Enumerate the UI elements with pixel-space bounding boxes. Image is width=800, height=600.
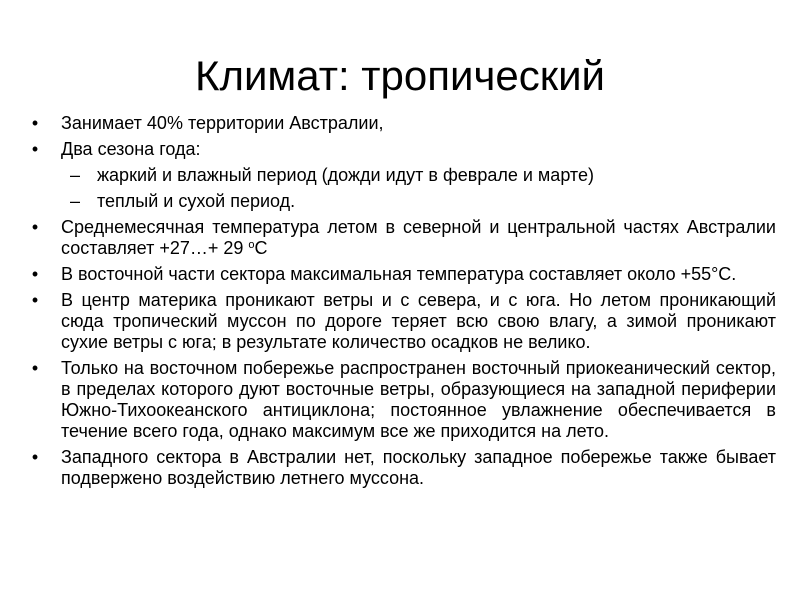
- list-item-text: В восточной части сектора максимальная температура составляет около +55°С.: [61, 264, 737, 284]
- degree-superscript: о: [248, 239, 255, 251]
- bullet-marker: •: [31, 264, 39, 284]
- bullet-list: [28, 113, 776, 494]
- list-item: [28, 139, 776, 160]
- bullet-marker: •: [31, 217, 39, 237]
- list-item: [28, 447, 776, 489]
- list-item-text: Западного сектора в Австралии нет, поскольку западное побережье также бывает подвержено воздействию летнего муссона.: [61, 447, 776, 488]
- list-item: [28, 290, 776, 353]
- bullet-marker: •: [31, 139, 39, 159]
- list-item-text: Среднемесячная температура летом в северной и центральной частях Австралии составляет +27…+ 29 $^о$С: [61, 217, 776, 258]
- list-item-text: Два сезона года:: [61, 139, 201, 159]
- bullet-marker: •: [31, 358, 39, 378]
- slide-title: Климат: тропический: [194, 52, 605, 99]
- dash-marker: –: [69, 165, 80, 185]
- list-item-text: В центр материка проникают ветры и с севера, и с юга. Но летом проникающий сюда тропический муссон по дороге теряет всю свою влагу, а зимой проникают сухие ветры с юга; в результате количество осадков не велико.: [61, 290, 776, 352]
- sub-list-item-text: теплый и сухой период.: [97, 191, 296, 211]
- list-item-text: Только на восточном побережье распространен восточный приокеанический сектор, в пределах которого дуют восточные ветры, образующиеся на западной периферии Южно-Тихоокеанского антициклона; постоянное увлажнение обеспечивается в течение всего года, однако максимум все же приходится на лето.: [61, 358, 776, 441]
- bullet-marker: •: [31, 447, 39, 467]
- list-item: [28, 217, 776, 259]
- sub-list-item-text: жаркий и влажный период (дожди идут в феврале и марте): [97, 165, 594, 185]
- list-item: [28, 264, 776, 285]
- list-item-text: Занимает 40% территории Австралии,: [61, 113, 384, 133]
- sub-list-item: [28, 191, 776, 212]
- bullet-marker: •: [31, 290, 39, 310]
- list-item: [28, 358, 776, 442]
- list-item: [28, 113, 776, 134]
- bullet-marker: •: [31, 113, 39, 133]
- dash-marker: –: [69, 191, 80, 211]
- sub-list-item: [28, 165, 776, 186]
